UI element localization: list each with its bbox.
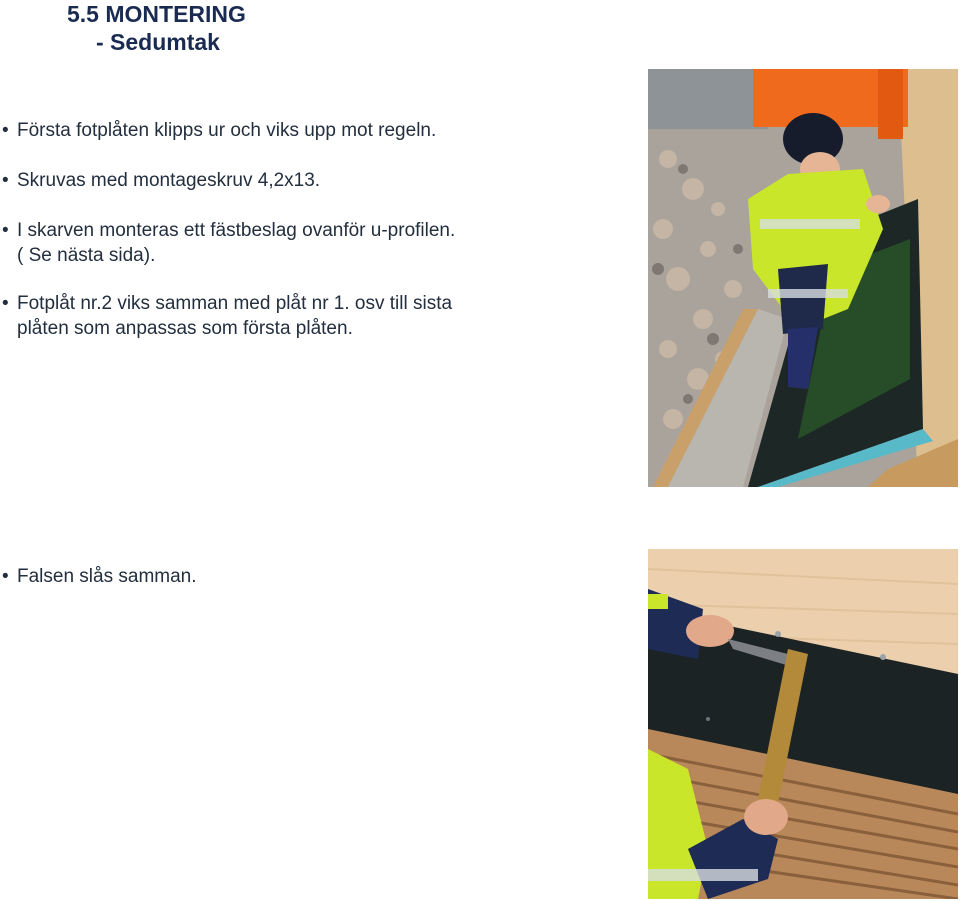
bullet-marker: • (2, 220, 9, 241)
step-text: Fotplåt nr.2 viks samman med plåt nr 1. osv till sista (17, 293, 453, 314)
list-item (0, 291, 452, 341)
list-item (0, 564, 197, 589)
step-text: I skarven monteras ett fästbeslag ovanför u-profilen. (17, 220, 456, 241)
step-text: Falsen slås samman. (17, 566, 197, 587)
section-title: 5.5 MONTERING (67, 1, 246, 27)
list-item (0, 168, 320, 193)
photo-folding-foot-plate (648, 69, 958, 487)
step-text: Skruvas med montageskruv 4,2x13. (17, 170, 321, 191)
bullet-marker: • (2, 120, 9, 141)
bullet-marker: • (2, 293, 9, 314)
section-heading (67, 0, 246, 56)
list-item (0, 218, 455, 268)
step-text: Första fotplåten klipps ur och viks upp mot regeln. (17, 120, 437, 141)
list-item (0, 118, 436, 143)
bullet-marker: • (2, 566, 9, 587)
section-subtitle: - Sedumtak (96, 29, 220, 55)
bullet-marker: • (2, 170, 9, 191)
photo-hammering-seam (648, 549, 958, 899)
step-text-continued: plåten som anpassas som första plåten. (17, 318, 353, 339)
step-text-continued: ( Se nästa sida). (17, 245, 156, 266)
